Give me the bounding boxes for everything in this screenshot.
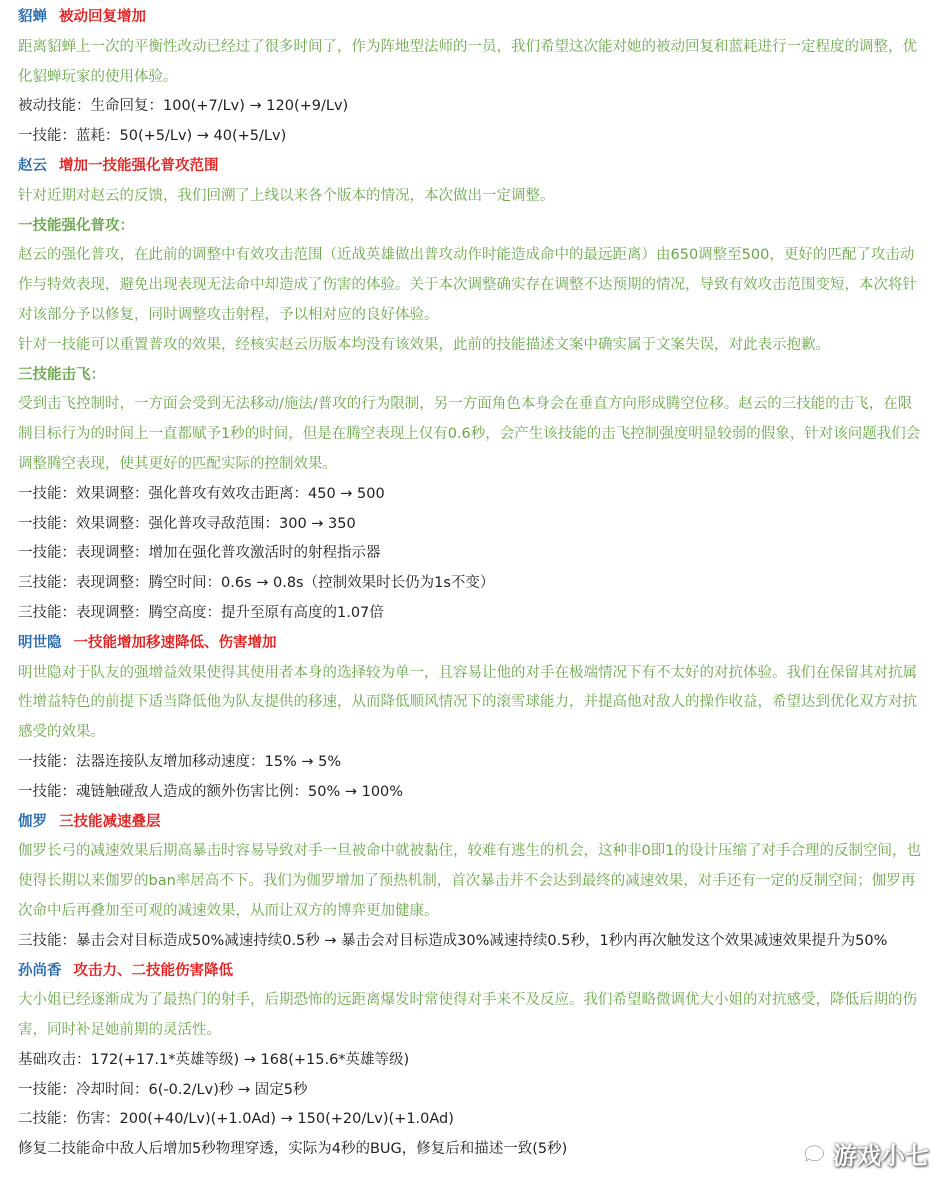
change-headline: 一技能增加移速降低、伤害增加 bbox=[73, 634, 277, 651]
change-line: 一技能：表现调整：增加在强化普攻激活时的射程指示器 bbox=[18, 545, 381, 562]
wechat-official-account-icon bbox=[801, 1143, 829, 1165]
change-headline: 三技能减速叠层 bbox=[59, 813, 161, 830]
change-line: 一技能：效果调整：强化普攻有效攻击距离：450 → 500 bbox=[18, 485, 385, 502]
section-subheading: 三技能击飞： bbox=[18, 366, 105, 383]
hero-name: 貂蝉 bbox=[18, 9, 47, 25]
description-paragraph: 针对近期对赵云的反馈，我们回溯了上线以来各个版本的情况，本次做出一定调整。 bbox=[18, 187, 555, 204]
change-line: 一技能：法器连接队友增加移动速度：15% → 5% bbox=[18, 753, 342, 770]
hero-name: 伽罗 bbox=[18, 813, 47, 830]
description-paragraph: 距离貂蝉上一次的平衡性改动已经过了很多时间了，作为阵地型法师的一员，我们希望这次能对她的被动回复和蓝耗进行一定程度的调整，优化貂蝉玩家的使用体验。 bbox=[18, 38, 917, 85]
hero-name: 孙尚香 bbox=[18, 962, 62, 979]
hero-header bbox=[18, 3, 923, 33]
change-headline: 攻击力、二技能伤害降低 bbox=[73, 962, 233, 979]
hero-header bbox=[18, 957, 923, 987]
change-line: 二技能：伤害：200(+40/Lv)(+1.0Ad) → 150(+20/Lv)(+1.0Ad) bbox=[18, 1111, 454, 1128]
patch-notes bbox=[18, 3, 923, 1165]
hero-name: 明世隐 bbox=[18, 634, 62, 651]
hero-name: 赵云 bbox=[18, 157, 47, 174]
change-headline: 被动回复增加 bbox=[59, 9, 146, 25]
change-line: 一技能：蓝耗：50(+5/Lv) → 40(+5/Lv) bbox=[18, 128, 287, 145]
hero-header bbox=[18, 152, 923, 182]
change-line: 三技能：暴击会对目标造成50%减速持续0.5秒 → 暴击会对目标造成30%减速持续0.5秒，1秒内再次触发这个效果减速效果提升为50% bbox=[18, 932, 888, 949]
hero-header bbox=[18, 629, 923, 659]
change-headline: 增加一技能强化普攻范围 bbox=[59, 157, 219, 174]
change-line: 一技能：冷却时间：6(-0.2/Lv)秒 → 固定5秒 bbox=[18, 1081, 308, 1098]
description-paragraph: 明世隐对于队友的强增益效果使得其使用者本身的选择较为单一，且容易让他的对手在极端情况下有不太好的对抗体验。我们在保留其对抗属性增益特色的前提下适当降低他为队友提供的移速，从而降低顺风情况下的滚雪球能力，并提高他对敌人的操作收益，希望达到优化双方对抗感受的效果。 bbox=[18, 664, 917, 741]
change-line: 三技能：表现调整：腾空高度：提升至原有高度的1.07倍 bbox=[18, 604, 384, 621]
change-line: 一技能：魂链触碰敌人造成的额外伤害比例：50% → 100% bbox=[18, 783, 404, 800]
change-line: 三技能：表现调整：腾空时间：0.6s → 0.8s（控制效果时长仍为1s不变） bbox=[18, 575, 495, 592]
description-paragraph: 大小姐已经逐渐成为了最热门的射手，后期恐怖的远距离爆发时常使得对手来不及反应。我们希望略微调优大小姐的对抗感受，降低后期的伤害，同时补足她前期的灵活性。 bbox=[18, 992, 917, 1039]
change-line: 修复二技能命中敌人后增加5秒物理穿透，实际为4秒的BUG，修复后和描述一致(5秒) bbox=[18, 1141, 568, 1158]
hero-header bbox=[18, 808, 923, 838]
description-paragraph: 伽罗长弓的减速效果后期高暴击时容易导致对手一旦被命中就被黏住，较难有逃生的机会，这种非0即1的设计压缩了对手合理的反制空间，也使得长期以来伽罗的ban率居高不下。我们为伽罗增加了预热机制，首次暴击并不会达到最终的减速效果，对手还有一定的反制空间；伽罗再次命中后再叠加至可观的减速效果，从而让双方的博弈更加健康。 bbox=[18, 843, 921, 919]
change-line: 基础攻击：172(+17.1*英雄等级) → 168(+15.6*英雄等级) bbox=[18, 1051, 410, 1068]
description-paragraph: 受到击飞控制时，一方面会受到无法移动/施法/普攻的行为限制，另一方面角色本身会在垂直方向形成腾空位移。赵云的三技能的击飞，在限制目标行为的时间上一直都赋予1秒的时间，但是在腾空表现上仅有0.6秒，会产生该技能的击飞控制强度明显较弱的假象，针对该问题我们会调整腾空表现，使其更好的匹配实际的控制效果。 bbox=[18, 396, 921, 472]
section-subheading: 一技能强化普攻： bbox=[18, 217, 134, 234]
watermark bbox=[801, 1136, 929, 1171]
change-line: 一技能：效果调整：强化普攻寻敌范围：300 → 350 bbox=[18, 515, 356, 532]
description-paragraph: 针对一技能可以重置普攻的效果，经核实赵云历版本均没有该效果，此前的技能描述文案中确实属于文案失误，对此表示抱歉。 bbox=[18, 336, 830, 353]
change-line: 被动技能：生命回复：100(+7/Lv) → 120(+9/Lv) bbox=[18, 98, 349, 115]
watermark-text: 游戏小七 bbox=[833, 1142, 929, 1170]
description-paragraph: 赵云的强化普攻，在此前的调整中有效攻击范围（近战英雄做出普攻动作时能造成命中的最远距离）由650调整至500，更好的匹配了攻击动作与特效表现，避免出现表现无法命中却造成了伤害的体验。关于本次调整确实存在调整不达预期的情况，导致有效攻击范围变短，本次将针对该部分予以修复，同时调整攻击射程，予以相对应的良好体验。 bbox=[18, 247, 917, 323]
